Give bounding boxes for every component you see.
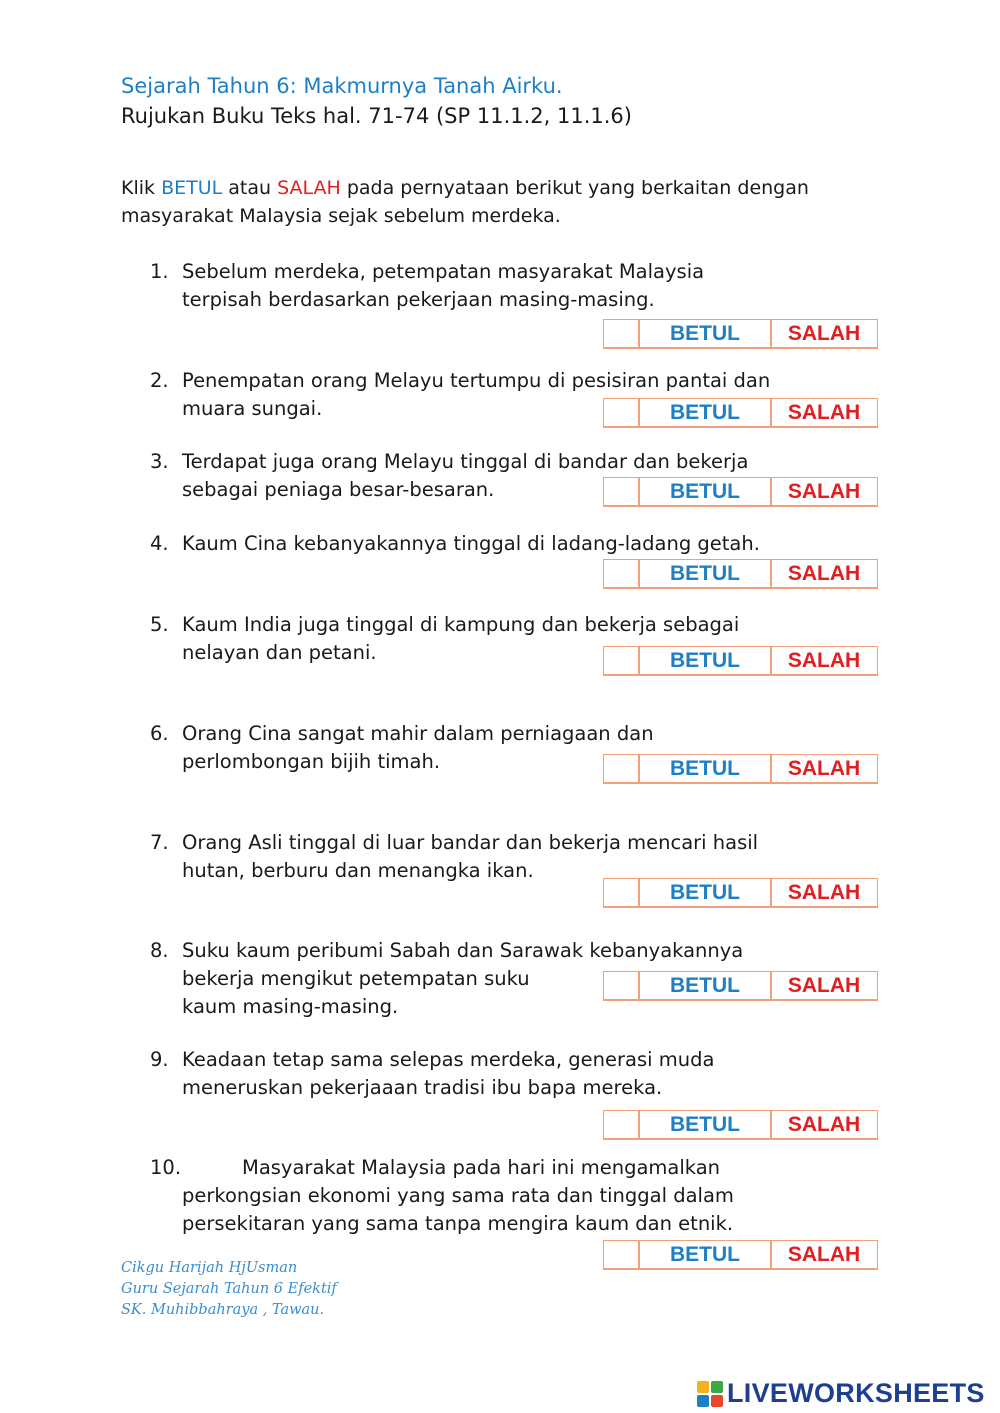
betul-button[interactable]: BETUL (670, 562, 740, 585)
answer-box-9 (603, 1110, 878, 1140)
instructions-middle: atau (222, 177, 278, 199)
question-number: 4. (150, 532, 169, 555)
salah-button[interactable]: SALAH (787, 881, 861, 904)
page-title: Sejarah Tahun 6: Makmurnya Tanah Airku. (121, 74, 563, 98)
answer-box-4 (603, 559, 878, 589)
question-10 (150, 1154, 880, 1238)
betul-button[interactable]: BETUL (670, 881, 740, 904)
question-number: 8. (150, 939, 169, 962)
question-text-line: Suku kaum peribumi Sabah dan Sarawak kebanyakannya (182, 939, 744, 962)
betul-button[interactable]: BETUL (670, 1113, 740, 1136)
betul-button[interactable]: BETUL (670, 401, 740, 424)
author-credit (121, 1258, 337, 1321)
salah-button[interactable]: SALAH (787, 562, 861, 585)
question-4 (150, 530, 880, 558)
betul-button[interactable]: BETUL (670, 974, 740, 997)
salah-button[interactable]: SALAH (787, 757, 861, 780)
betul-button[interactable]: BETUL (670, 649, 740, 672)
question-number: 1. (150, 260, 169, 283)
question-9 (150, 1046, 880, 1102)
question-number: 3. (150, 450, 169, 473)
question-text-line: kaum masing-masing. (182, 995, 399, 1018)
answer-box-6 (603, 754, 878, 784)
question-text-line: sebagai peniaga besar-besaran. (182, 478, 495, 501)
question-number: 2. (150, 369, 169, 392)
salah-button[interactable]: SALAH (787, 480, 861, 503)
question-text-line: Terdapat juga orang Melayu tinggal di bandar dan bekerja (182, 450, 749, 473)
instructions-suffix: pada pernyataan berikut yang berkaitan dengan masyarakat Malaysia sejak sebelum merdeka. (121, 177, 809, 227)
question-text-line: terpisah berdasarkan pekerjaan masing-masing. (182, 288, 655, 311)
question-text-line: persekitaran yang sama tanpa mengira kaum dan etnik. (182, 1212, 734, 1235)
answer-box-7 (603, 878, 878, 908)
brand-name: LIVEWORKSHEETS (727, 1378, 985, 1408)
question-text-line: bekerja mengikut petempatan suku (182, 967, 530, 990)
salah-button[interactable]: SALAH (787, 974, 861, 997)
question-1 (150, 258, 880, 314)
liveworksheets-icon (697, 1381, 723, 1407)
salah-button[interactable]: SALAH (787, 649, 861, 672)
question-text-line: Keadaan tetap sama selepas merdeka, generasi muda (182, 1048, 715, 1071)
question-7 (150, 829, 880, 885)
question-number: 6. (150, 722, 169, 745)
answer-box-10 (603, 1240, 878, 1270)
question-number: 7. (150, 831, 169, 854)
question-text-line: Kaum India juga tinggal di kampung dan bekerja sebagai (182, 613, 740, 636)
answer-box-1 (603, 319, 878, 349)
betul-button[interactable]: BETUL (670, 1243, 740, 1266)
salah-button[interactable]: SALAH (787, 401, 861, 424)
answer-box-8 (603, 971, 878, 1001)
betul-button[interactable]: BETUL (670, 757, 740, 780)
salah-button[interactable]: SALAH (787, 1113, 861, 1136)
author-role: Guru Sejarah Tahun 6 Efektif (121, 1281, 337, 1297)
question-text-line: Orang Asli tinggal di luar bandar dan bekerja mencari hasil (182, 831, 759, 854)
question-text-line: nelayan dan petani. (182, 641, 377, 664)
question-text-line: Masyarakat Malaysia pada hari ini mengamalkan (242, 1156, 721, 1179)
question-text-line: hutan, berburu dan menangka ikan. (182, 859, 534, 882)
question-text-line: perlombongan bijih timah. (182, 750, 441, 773)
betul-button[interactable]: BETUL (670, 322, 740, 345)
question-text-line: Penempatan orang Melayu tertumpu di pesisiran pantai dan (182, 369, 771, 392)
salah-button[interactable]: SALAH (787, 1243, 861, 1266)
instructions-salah: SALAH (277, 177, 341, 199)
page-subtitle: Rujukan Buku Teks hal. 71-74 (SP 11.1.2, 11.1.6) (121, 104, 632, 128)
author-school: SK. Muhibbahraya , Tawau. (121, 1302, 325, 1318)
question-text-line: perkongsian ekonomi yang sama rata dan tinggal dalam (182, 1184, 734, 1207)
question-number: 10. (150, 1156, 182, 1179)
answer-box-2 (603, 398, 878, 428)
question-number: 9. (150, 1048, 169, 1071)
question-text-line: muara sungai. (182, 397, 323, 420)
answer-box-5 (603, 646, 878, 676)
question-text-line: Orang Cina sangat mahir dalam perniagaan dan (182, 722, 654, 745)
instructions-betul: BETUL (161, 177, 223, 199)
author-name: Cikgu Harijah HjUsman (121, 1260, 298, 1276)
betul-button[interactable]: BETUL (670, 480, 740, 503)
question-text-line: meneruskan pekerjaaan tradisi ibu bapa mereka. (182, 1076, 663, 1099)
salah-button[interactable]: SALAH (787, 322, 861, 345)
question-number: 5. (150, 613, 169, 636)
instructions-prefix: Klik (121, 177, 162, 199)
question-text-line: Kaum Cina kebanyakannya tinggal di ladang-ladang getah. (182, 532, 760, 555)
answer-box-3 (603, 477, 878, 507)
instructions (121, 174, 901, 230)
question-text-line: Sebelum merdeka, petempatan masyarakat Malaysia (182, 260, 705, 283)
